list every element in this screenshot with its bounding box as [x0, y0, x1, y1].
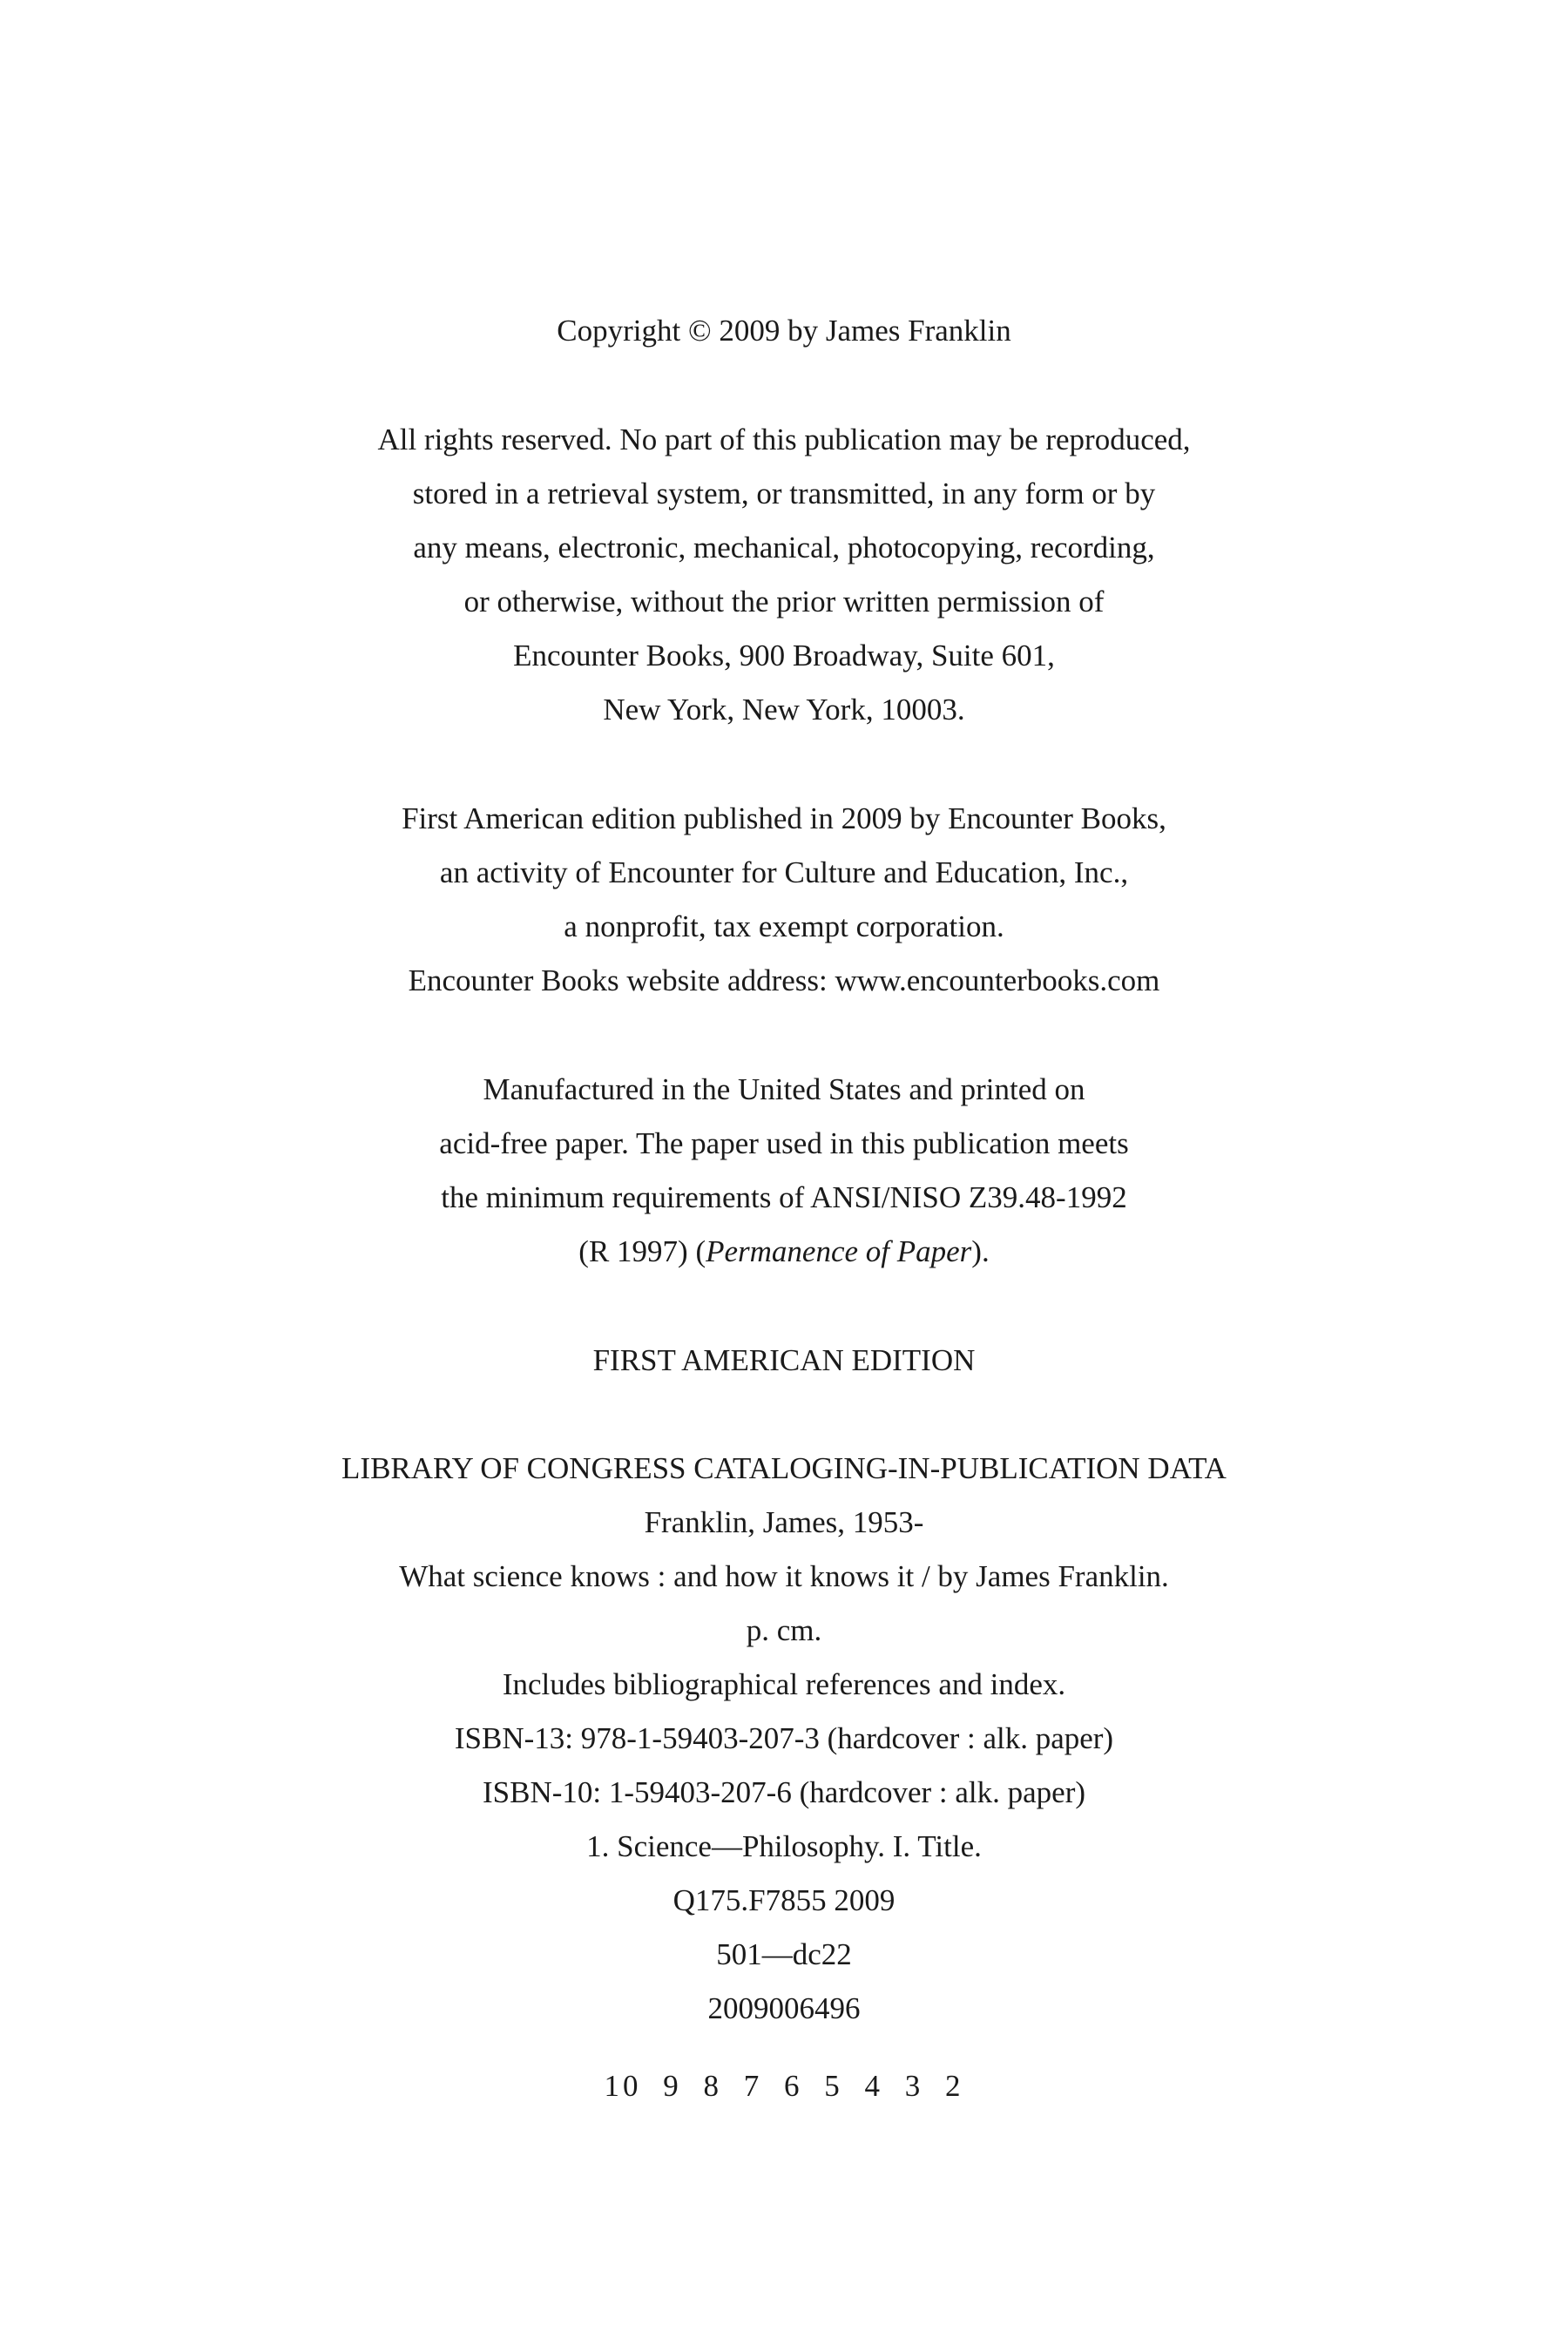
- rights-line: New York, New York, 10003.: [603, 693, 965, 727]
- cip-heading: LIBRARY OF CONGRESS CATALOGING-IN-PUBLICATION DATA: [341, 1451, 1227, 1485]
- cip-line: Includes bibliographical references and index.: [502, 1667, 1066, 1701]
- cip-line: p. cm.: [746, 1613, 822, 1647]
- copyright-line: Copyright © 2009 by James Franklin: [557, 314, 1011, 348]
- edition-info-line: a nonprofit, tax exempt corporation.: [564, 909, 1004, 943]
- manufacturing-line: the minimum requirements of ANSI/NISO Z39.48-1992: [441, 1180, 1127, 1214]
- cip-line: 1. Science—Philosophy. I. Title.: [586, 1829, 982, 1863]
- rights-line: stored in a retrieval system, or transmitted, in any form or by: [412, 476, 1156, 510]
- manufacturing-line: acid-free paper. The paper used in this publication meets: [439, 1126, 1129, 1160]
- cip-line: Q175.F7855 2009: [672, 1883, 896, 1917]
- manufacturing-line: Manufactured in the United States and printed on: [483, 1072, 1085, 1106]
- rights-line: All rights reserved. No part of this publication may be reproduced,: [377, 422, 1191, 456]
- rights-line: or otherwise, without the prior written permission of: [463, 585, 1105, 618]
- permanence-line: [0, 1233, 1568, 1271]
- isbn10-line: ISBN-10: 1-59403-207-6 (hardcover : alk. paper): [482, 1775, 1086, 1809]
- edition-info-line: an activity of Encounter for Culture and Education, Inc.,: [439, 855, 1129, 889]
- edition-info-line: First American edition published in 2009 by Encounter Books,: [402, 801, 1166, 835]
- rights-line: Encounter Books, 900 Broadway, Suite 601,: [513, 639, 1055, 672]
- permanence-title: Permanence of Paper: [706, 1234, 972, 1268]
- cip-line: 2009006496: [707, 1991, 861, 2025]
- isbn13-line: ISBN-13: 978-1-59403-207-3 (hardcover : alk. paper): [454, 1721, 1114, 1755]
- cip-line: Franklin, James, 1953-: [644, 1505, 924, 1539]
- cip-line: What science knows : and how it knows it / by James Franklin.: [399, 1559, 1169, 1593]
- printing-numbers: 10 9 8 7 6 5 4 3 2: [604, 2069, 964, 2103]
- permanence-prefix: (R 1997) (: [578, 1234, 706, 1268]
- website-line: Encounter Books website address: www.encounterbooks.com: [408, 963, 1160, 997]
- rights-line: any means, electronic, mechanical, photocopying, recording,: [413, 531, 1155, 564]
- cip-line: 501—dc22: [716, 1937, 852, 1971]
- permanence-suffix: ).: [971, 1234, 990, 1268]
- edition-heading: FIRST AMERICAN EDITION: [592, 1343, 976, 1377]
